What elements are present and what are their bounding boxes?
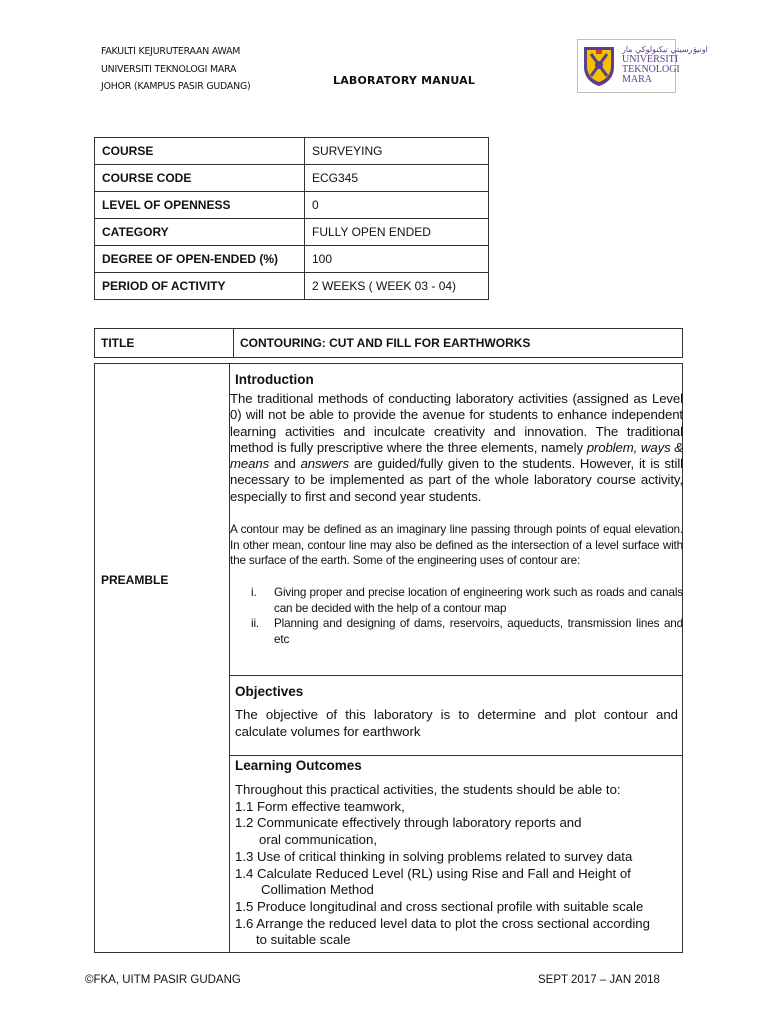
course-code-label: COURSE CODE — [95, 165, 305, 192]
list-item: to suitable scale — [256, 932, 351, 948]
list-item: 1.3 Use of critical thinking in solving problems related to survey data — [235, 848, 633, 864]
introduction-paragraph: The traditional methods of conducting laboratory activities (assigned as Level 0) will not be able to provide the avenue for students to enhance independent learning activities and inculcate creativity and innovation. The traditional method is fully prescriptive where the three elements, namely problem, ways & means and answers are guided/fully given to the students. However, it is still necessary to be implemented as part of the whole laboratory course activity, especially to first and second year students. — [230, 391, 684, 504]
course-label: COURSE — [95, 138, 305, 165]
contour-definition-paragraph: A contour may be defined as an imaginary line passing through points of equal elevation. In other mean, contour line may also be defined as the intersection of a level surface with the surface of the earth. Some of the engineering uses of contour are: — [230, 523, 683, 568]
introduction-heading: Introduction — [235, 372, 314, 387]
title-value: CONTOURING: CUT AND FILL FOR EARTHWORKS — [240, 336, 531, 350]
title-row — [94, 328, 683, 358]
preamble-label-cell — [95, 364, 230, 952]
list-item: i. Giving proper and precise location of engineering work such as roads and canals can be decided with the help of a contour map — [251, 586, 683, 615]
degree-open-ended-label: DEGREE OF OPEN-ENDED (%) — [95, 246, 305, 273]
faculty-name: FAKULTI KEJURUTERAAN AWAM — [101, 46, 241, 57]
period-of-activity-value: 2 WEEKS ( WEEK 03 - 04) — [305, 273, 489, 300]
list-item: 1.5 Produce longitudinal and cross sectional profile with suitable scale — [235, 898, 644, 914]
campus-name: JOHOR (KAMPUS PASIR GUDANG) — [101, 81, 251, 92]
list-item: Collimation Method — [261, 882, 374, 898]
list-item: 1.6 Arrange the reduced level data to plot the cross sectional according — [235, 915, 650, 931]
title-label: TITLE — [95, 329, 234, 357]
list-item: ii. Planning and designing of dams, reservoirs, aqueducts, transmission lines and etc — [251, 617, 683, 646]
learning-outcomes-section — [230, 756, 683, 952]
level-of-openness-value: 0 — [305, 192, 489, 219]
table-row — [95, 219, 489, 246]
table-row — [95, 273, 489, 300]
list-item: 1.1 Form effective teamwork, — [235, 798, 405, 814]
period-of-activity-label: PERIOD OF ACTIVITY — [95, 273, 305, 300]
institution-block — [101, 43, 250, 96]
table-row — [95, 192, 489, 219]
course-info-table — [94, 137, 489, 300]
objectives-heading: Objectives — [235, 684, 304, 699]
table-row — [95, 138, 489, 165]
document-title: LABORATORY MANUAL — [333, 74, 476, 87]
list-item: 1.2 Communicate effectively through laboratory reports and — [235, 815, 582, 831]
logo-jawi-text: اونيۏرسيتي تيكنولوڬي مار — [622, 45, 708, 54]
preamble-table — [94, 363, 683, 953]
university-name: UNIVERSITI TEKNOLOGI MARA — [101, 63, 237, 75]
learning-outcomes-list — [235, 782, 680, 949]
logo-wordmark: UNIVERSITI TEKNOLOGI MARA — [622, 54, 680, 85]
degree-open-ended-value: 100 — [305, 246, 489, 273]
learning-outcomes-intro: Throughout this practical activities, the students should be able to: — [235, 782, 621, 797]
list-item: 1.4 Calculate Reduced Level (RL) using Rise and Fall and Height of — [235, 865, 631, 881]
introduction-section — [230, 364, 683, 676]
uitm-logo — [577, 39, 708, 93]
learning-outcomes-heading: Learning Outcomes — [235, 758, 362, 773]
table-row — [95, 246, 489, 273]
footer-copyright: ©FKA, UITM PASIR GUDANG — [85, 974, 241, 986]
contour-uses-list — [230, 585, 683, 647]
crest-icon — [582, 45, 616, 87]
footer-session: SEPT 2017 – JAN 2018 — [538, 974, 660, 986]
course-value: SURVEYING — [305, 138, 489, 165]
course-code-value: ECG345 — [305, 165, 489, 192]
preamble-label: PREAMBLE — [101, 573, 169, 587]
list-item: oral communication, — [259, 832, 378, 848]
objectives-text: The objective of this laboratory is to determine and plot contour and calculate volumes for earthwork — [235, 707, 678, 739]
category-label: CATEGORY — [95, 219, 305, 246]
objectives-section — [230, 676, 683, 756]
level-of-openness-label: LEVEL OF OPENNESS — [95, 192, 305, 219]
category-value: FULLY OPEN ENDED — [305, 219, 489, 246]
table-row — [95, 165, 489, 192]
